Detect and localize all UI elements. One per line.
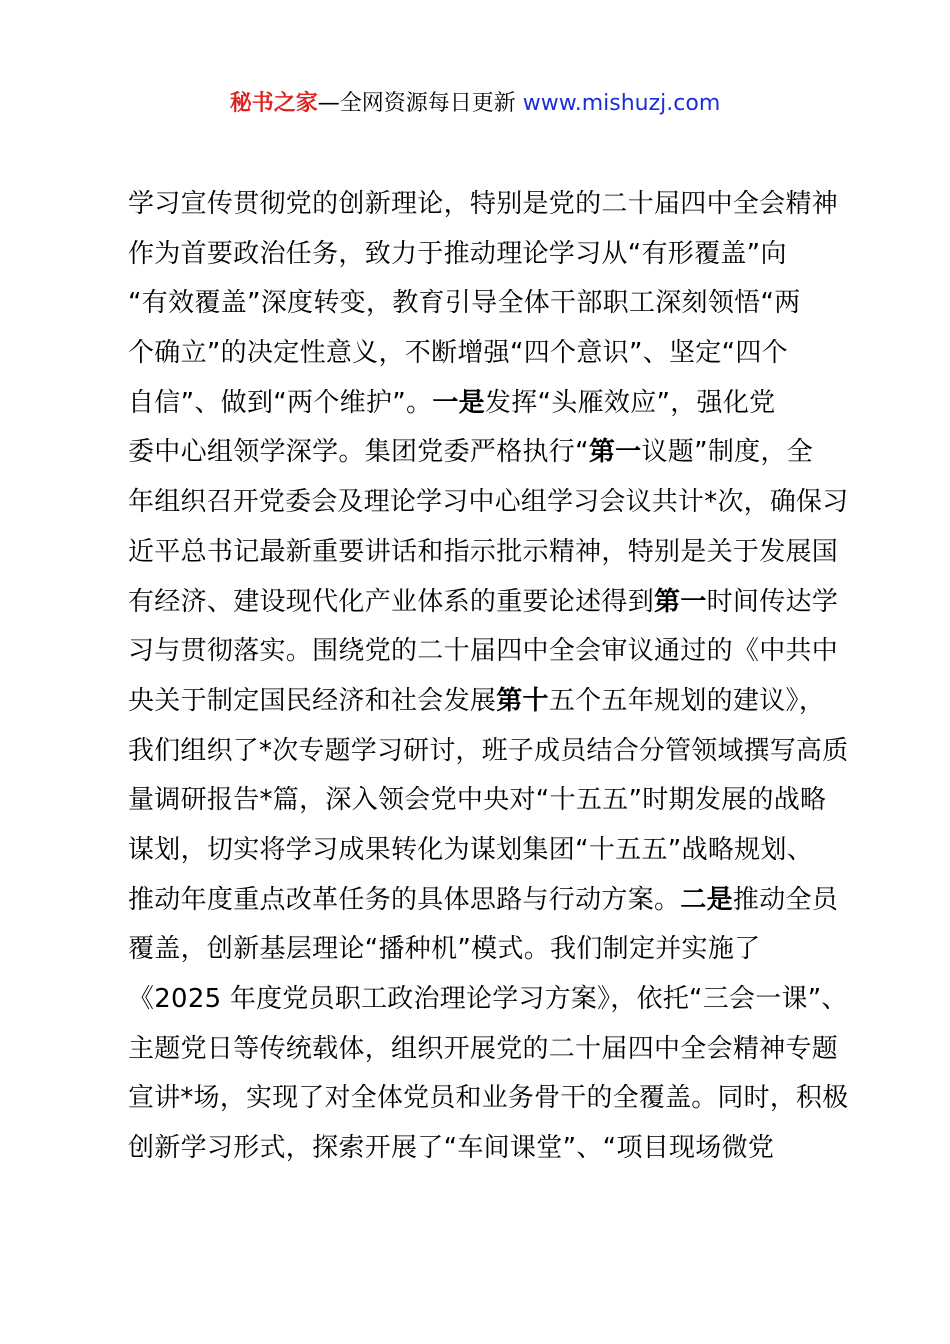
text-segment: 委中心组领学深学。集团党委严格执行“ [128, 437, 589, 468]
text-segment: 谋划，切实将学习成果转化为谋划集团“十五五”战略规划、 [128, 834, 814, 865]
text-segment: 有经济、建设现代化产业体系的重要论述得到 [128, 586, 655, 617]
text-segment: 议题”制度，全 [641, 437, 814, 468]
text-segment: 作为首要政治任务，致力于推动理论学习从“有形覆盖”向 [128, 238, 787, 269]
document-body [128, 180, 848, 1174]
bold-text-segment: 一是 [432, 387, 485, 418]
text-segment: 《2025 年度党员职工政治理论学习方案》，依托“三会一课”、 [128, 984, 848, 1014]
site-url-link[interactable]: www.mishuzj.com [522, 91, 721, 116]
text-segment: 我们组织了*次专题学习研讨，班子成员结合分管领域撰写高质 [128, 735, 849, 766]
text-line [128, 975, 846, 1025]
text-segment: 学习宣传贯彻党的创新理论，特别是党的二十届四中全会精神 [128, 189, 839, 219]
text-line [128, 528, 848, 578]
text-line [128, 1074, 849, 1124]
text-segment: 时间传达学 [706, 586, 839, 617]
text-segment: “有效覆盖”深度转变，教育引导全体干部职工深刻领悟“两 [128, 288, 801, 319]
text-segment: 创新学习形式，探索开展了“车间课堂”、“项目现场微党 [128, 1133, 775, 1164]
text-segment: 个确立”的决定性意义，不断增强“四个意识”、坚定“四个 [128, 338, 788, 369]
site-header [0, 88, 950, 120]
text-segment: 自信”、做到“两个维护”。 [128, 387, 433, 418]
text-segment: 央关于制定国民经济和社会发展 [128, 685, 497, 716]
text-segment: 习与贯彻落实。围绕党的二十届四中全会审议通过的《中共中 [128, 636, 839, 667]
text-line [128, 876, 848, 926]
text-line [128, 279, 848, 329]
text-line [128, 727, 849, 777]
text-segment: 主题党日等传统载体，组织开展党的二十届四中全会精神专题 [128, 1033, 839, 1064]
text-segment: 推动全员 [732, 884, 839, 915]
text-line [128, 627, 848, 677]
text-line [128, 578, 848, 628]
site-tagline: —全网资源每日更新 [317, 91, 523, 116]
text-segment: 近平总书记最新重要讲话和指示批示精神，特别是关于发展国 [128, 536, 839, 567]
text-segment: 发挥“头雁效应”，强化党 [484, 387, 776, 418]
text-line [128, 180, 848, 230]
site-brand: 秘书之家 [229, 91, 318, 116]
bold-text-segment: 二是 [680, 884, 733, 915]
text-segment: 五个五年规划的建议》， [548, 685, 826, 716]
text-line [128, 776, 848, 826]
text-line [128, 1124, 848, 1174]
text-line [128, 428, 848, 478]
text-segment: 推动年度重点改革任务的具体思路与行动方案。 [128, 884, 681, 915]
text-line [128, 230, 848, 280]
text-line [128, 1025, 848, 1075]
text-line [128, 478, 849, 528]
text-line [128, 329, 848, 379]
text-segment: 覆盖，创新基层理论“播种机”模式。我们制定并实施了 [128, 934, 761, 965]
text-segment: 量调研报告*篇，深入领会党中央对“十五五”时期发展的战略 [128, 785, 827, 816]
text-segment: 年组织召开党委会及理论学习中心组学习会议共计*次，确保习 [128, 487, 849, 518]
bold-text-segment: 第一 [654, 586, 707, 617]
text-line [128, 677, 848, 727]
text-line [128, 379, 848, 429]
text-line [128, 826, 848, 876]
bold-text-segment: 第十 [496, 685, 549, 716]
text-segment: 宣讲*场，实现了对全体党员和业务骨干的全覆盖。同时，积极 [128, 1083, 849, 1114]
text-line [128, 925, 848, 975]
bold-text-segment: 第一 [588, 437, 642, 468]
